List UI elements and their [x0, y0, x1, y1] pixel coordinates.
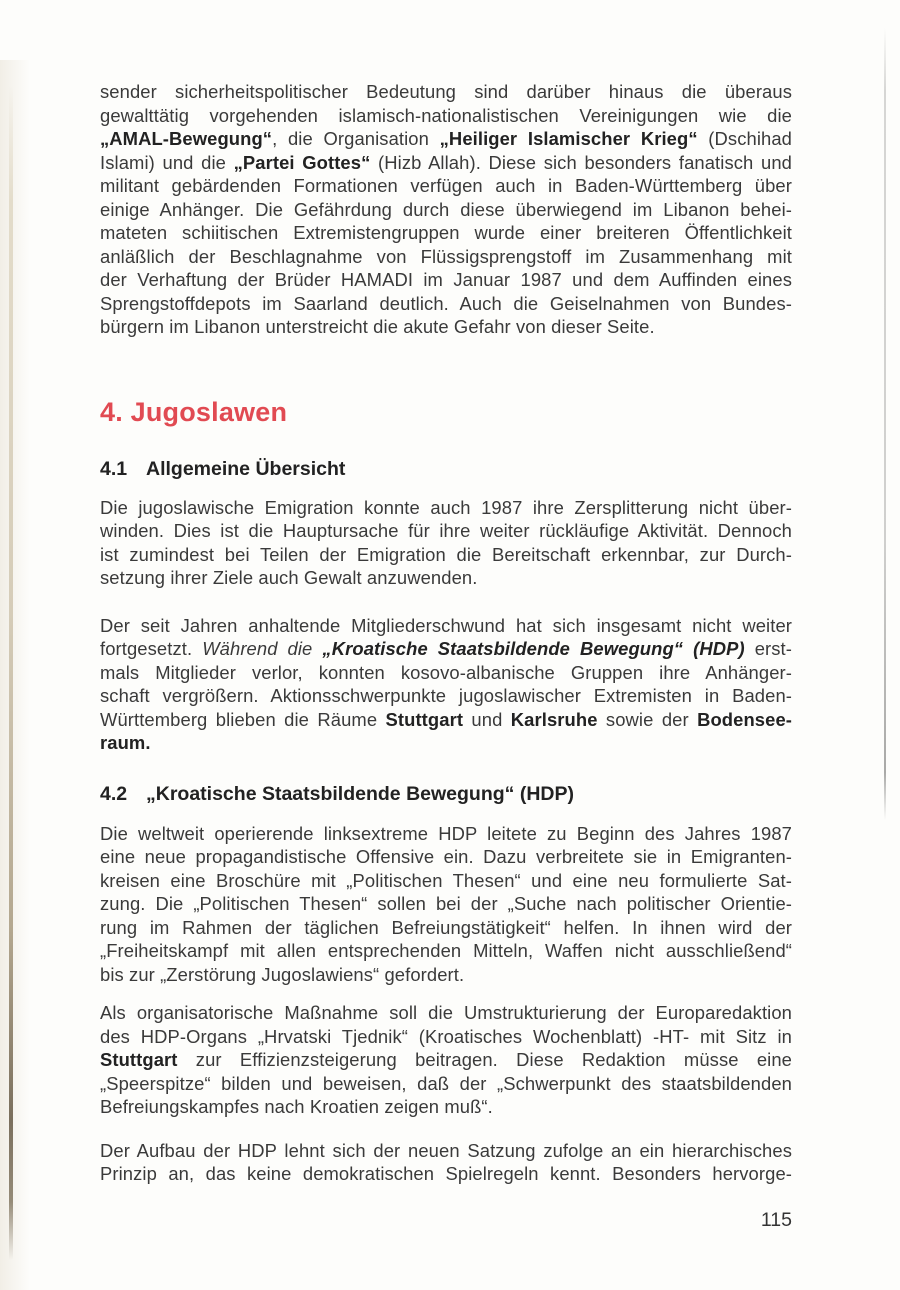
page-number: 115 — [760, 1208, 792, 1231]
text-line: Der seit Jahren anhaltende Mitgliederschwund hat sich insgesamt nicht weiter — [100, 614, 792, 636]
text-line: schaft vergrößern. Aktionsschwerpunkte jugoslawischer Extremisten in Baden- — [100, 685, 792, 706]
paragraph-mitgliederschwund — [100, 614, 792, 755]
text-line: gewalttätig vorgehenden islamisch-nationalistischen Vereinigungen wie die — [100, 104, 792, 126]
subsection-4-1-number: 4.1 — [100, 457, 128, 480]
text-line: des HDP-Organs „Hrvatski Tjednik“ (Kroatisches Wochenblatt) -HT- mit Sitz in — [100, 1025, 792, 1047]
paragraph-emigration-overview — [100, 496, 792, 590]
text-line: mateten schiitischen Extremistengruppen wurde einer breiteren Öffentlichkeit — [100, 222, 792, 243]
text-line: rung im Rahmen der täglichen Befreiungstätigkeit“ helfen. In ihnen wird der — [100, 916, 792, 938]
text-line: der Verhaftung der Brüder HAMADI im Januar 1987 und dem Auffinden eines — [100, 269, 792, 290]
subsection-4-1-title: Allgemeine Übersicht — [146, 457, 346, 480]
text-line: raum. — [100, 732, 151, 753]
text-line: einige Anhänger. Die Gefährdung durch diese überwiegend im Libanon behei- — [100, 198, 792, 220]
text-line: mals Mitglieder verlor, konnten kosovo-albanische Gruppen ihre Anhänger- — [100, 661, 792, 683]
text-line: bis zur „Zerstörung Jugoslawiens“ gefordert. — [100, 963, 465, 985]
text-column — [100, 80, 792, 1232]
text-line: Der Aufbau der HDP lehnt sich der neuen Satzung zufolge an ein hierarchisches — [100, 1139, 792, 1161]
paragraph-hdp-aufbau — [100, 1139, 792, 1186]
text-line: Befreiungskampfes nach Kroatien zeigen muß“. — [100, 1096, 493, 1117]
text-line: Als organisatorische Maßnahme soll die Umstrukturierung der Europaredaktion — [100, 1002, 792, 1023]
subsection-4-2-number: 4.2 — [100, 782, 128, 805]
text-line: Württemberg blieben die Räume Stuttgart und Karlsruhe sowie der Bodensee- — [100, 708, 792, 730]
text-line: Prinzip an, das keine demokratischen Spielregeln kennt. Besonders hervorge- — [100, 1163, 792, 1184]
text-line: Islami) und die „Partei Gottes“ (Hizb Allah). Diese sich besonders fanatisch und — [100, 151, 792, 173]
text-line: Die weltweit operierende linksextreme HDP leitete zu Beginn des Jahres 1987 — [100, 822, 792, 844]
right-edge-line — [884, 28, 886, 820]
subsection-heading-4-2 — [100, 782, 792, 806]
text-line: ist zumindest bei Teilen der Emigration die Bereitschaft erkennbar, zur Durch- — [100, 543, 792, 565]
section-heading-jugoslawen: 4. Jugoslawen — [100, 396, 288, 427]
text-line: setzung ihrer Ziele auch Gewalt anzuwenden. — [100, 567, 478, 588]
text-line: Die jugoslawische Emigration konnte auch 1987 ihre Zersplitterung nicht über- — [100, 496, 792, 518]
left-gutter-shadow — [0, 60, 30, 1290]
text-line: „Speerspitze“ bilden und beweisen, daß der „Schwerpunkt des staatsbildenden — [100, 1072, 792, 1094]
text-line: zung. Die „Politischen Thesen“ sollen bei der „Suche nach politischer Orientie- — [100, 893, 792, 914]
text-line: anläßlich der Beschlagnahme von Flüssigsprengstoff im Zusammenhang mit — [100, 245, 792, 267]
left-binding-line — [9, 85, 13, 1260]
text-line: eine neue propagandistische Offensive ein. Dazu verbreitete sie in Emigranten- — [100, 846, 792, 867]
text-line: militant gebärdenden Formationen verfügen auch in Baden-Württemberg über — [100, 175, 792, 196]
text-line: winden. Dies ist die Hauptursache für ihre weiter rückläufige Aktivität. Dennoch — [100, 520, 792, 541]
text-line: Sprengstoffdepots im Saarland deutlich. Auch die Geiselnahmen von Bundes- — [100, 292, 792, 314]
paragraph-hrvatski-tjednik — [100, 1001, 792, 1119]
text-line: „AMAL-Bewegung“, die Organisation „Heiliger Islamischer Krieg“ (Dschihad — [100, 128, 792, 149]
text-line: „Freiheitskampf mit allen entsprechenden Mitteln, Waffen nicht ausschließend“ — [100, 940, 792, 961]
text-line: bürgern im Libanon unterstreicht die akute Gefahr von dieser Seite. — [100, 316, 655, 337]
text-line: sender sicherheitspolitischer Bedeutung sind darüber hinaus die überaus — [100, 81, 792, 102]
subsection-heading-4-1 — [100, 457, 792, 481]
subsection-4-2-title: „Kroatische Staatsbildende Bewegung“ (HDP) — [146, 782, 574, 805]
paragraph-islamic-groups — [100, 80, 792, 339]
paragraph-hdp-offensive — [100, 822, 792, 987]
text-line: fortgesetzt. Während die „Kroatische Staatsbildende Bewegung“ (HDP) erst- — [100, 638, 792, 659]
text-line: kreisen eine Broschüre mit „Politischen Thesen“ und eine neu formulierte Sat- — [100, 869, 792, 891]
text-line: Stuttgart zur Effizienzsteigerung beitragen. Diese Redaktion müsse eine — [100, 1049, 792, 1070]
